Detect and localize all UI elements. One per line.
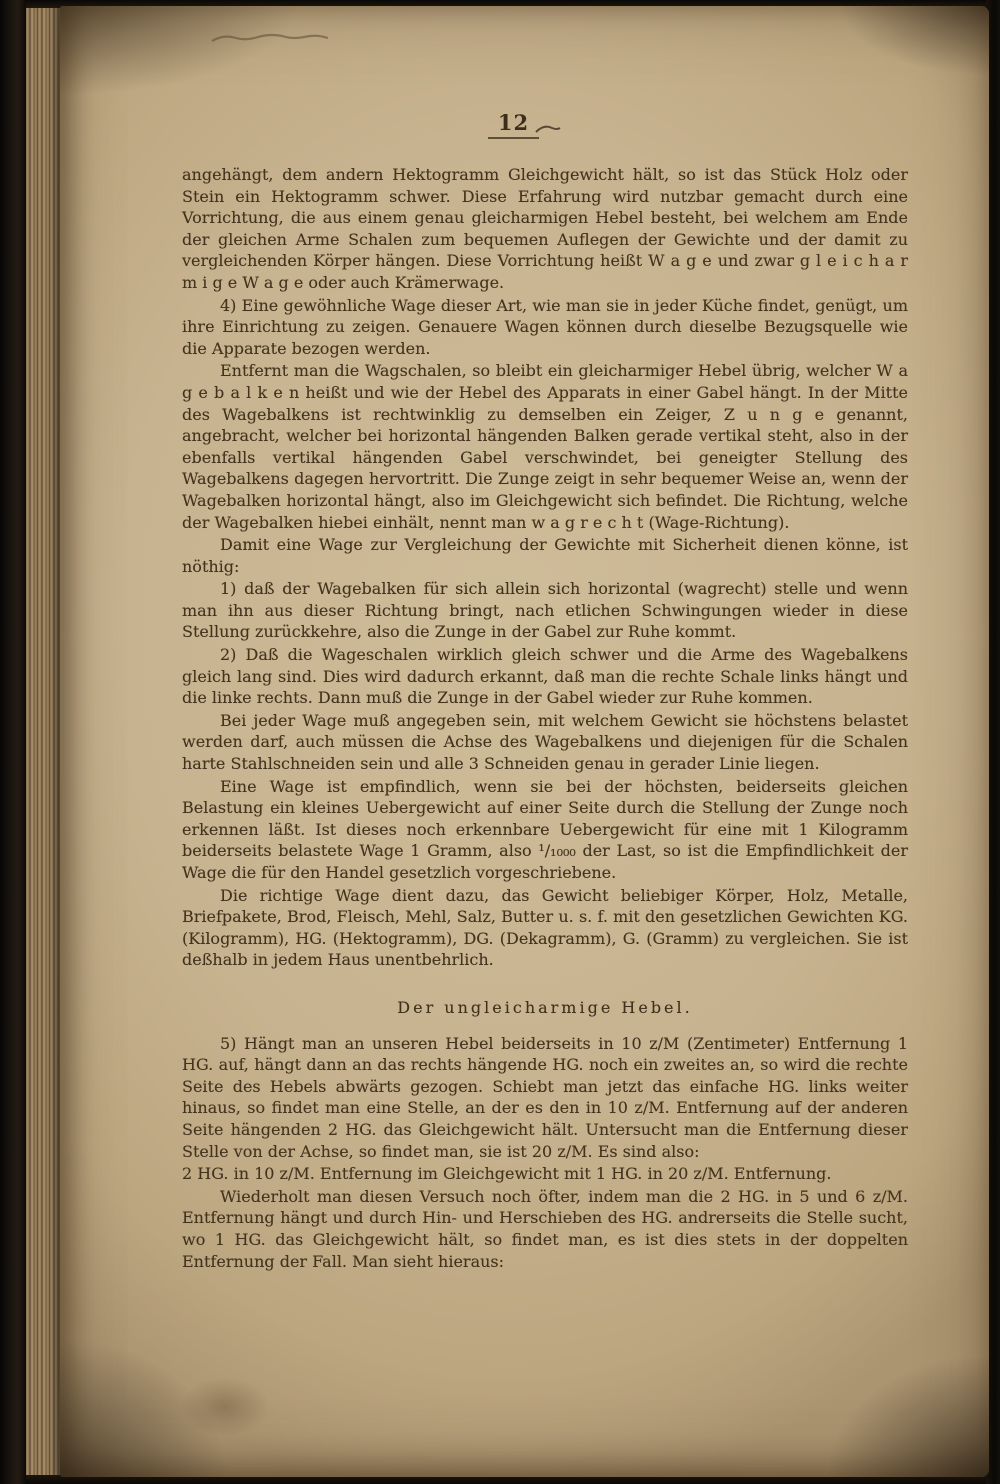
paragraph: Eine Wage ist empfindlich, wenn sie bei der höchsten, beiderseits gleichen Belastung ein kleines Uebergewicht auf einer Seite durch die Stellung der Zunge noch erkennen läßt. Ist dieses noch erkennbare Uebergewicht für eine mit 1 Kilogramm beiderseits belastete Wage 1 Gramm, also ¹/₁₀₀₀ der Last, so ist die Empfindlichkeit der Wage die für den Handel gesetzlich vorgeschriebene. [182,776,908,882]
page-text [182,164,908,1273]
paragraph: angehängt, dem andern Hektogramm Gleichgewicht hält, so ist das Stück Holz oder Stein ein Hektogramm schwer. Diese Erfahrung wird nutzbar gemacht durch eine Vorrichtung, die aus einem genau gleicharmigen Hebel besteht, bei welchem am Ende der gleichen Arme Schalen zum bequemen Auflegen der Gewichte und der damit zu vergleichenden Körper hängen. Diese Vorrichtung heißt W a g e und zwar g l e i c h a r m i g e W a g e oder auch Krämerwage. [182,165,908,292]
book-page [60,6,989,1477]
paragraph: 5) Hängt man an unseren Hebel beiderseits in 10 z/M (Zentimeter) Entfernung 1 HG. auf, hängt dann an das rechts hängende HG. noch ein zweites an, so wird die rechte Seite des Hebels abwärts gezogen. Schiebt man jetzt das einfache HG. links weiter hinaus, so findet man eine Stelle, an der es den in 10 z/M. Entfernung auf der anderen Seite hängenden 2 HG. das Gleichgewicht hält. Untersucht man die Entfernung dieser Stelle von der Achse, so findet man, sie ist 20 z/M. Es sind also: [182,1033,908,1161]
page-corner-shadow [839,6,989,76]
paragraph: 2 HG. in 10 z/M. Entfernung im Gleichgewicht mit 1 HG. in 20 z/M. Entfernung. [182,1164,832,1184]
page-edge-stack [26,0,62,1484]
pen-flourish-decoration [535,120,561,139]
book-binding [0,0,26,1484]
page-corner-shadow [829,1357,989,1477]
paragraph: 1) daß der Wagebalken für sich allein sich horizontal (wagrecht) stelle und wenn man ihn aus dieser Richtung bringt, nach etlichen Schwingungen wieder in diese Stellung zurückkehre, also die Zunge in der Gabel zur Ruhe kommt. [182,579,908,642]
page-header [60,110,989,139]
paragraph: 4) Eine gewöhnliche Wage dieser Art, wie man sie in jeder Küche findet, genügt, um ihre Einrichtung zu zeigen. Genauere Wagen können durch dieselbe Bezugsquelle wie die Apparate bezogen werden. [182,295,908,358]
ink-smudge-decoration [210,32,340,46]
section-heading: Der ungleicharmige Hebel. [397,997,693,1017]
paragraph: Entfernt man die Wagschalen, so bleibt ein gleicharmiger Hebel übrig, welcher W a g e b a l k e n heißt und wie der Hebel des Apparats in einer Gabel hängt. In der Mitte des Wagebalkens ist rechtwinklig zu demselben ein Zeiger, Z u n g e genannt, angebracht, welcher bei horizontal hängenden Balken gerade vertikal steht, also in der ebenfalls vertikal hängenden Gabel verschwindet, bei geneigter Stellung des Wagebalkens dagegen hervortritt. Die Zunge zeigt in sehr bequemer Weise an, wenn der Wagebalken horizontal hängt, also im Gleichgewicht sich befindet. Die Richtung, welche der Wagebalken hiebei einhält, nennt man w a g r e c h t (Wage-Richtung). [182,361,908,532]
paragraph: Die richtige Wage dient dazu, das Gewicht beliebiger Körper, Holz, Metalle, Briefpakete, Brod, Fleisch, Mehl, Salz, Butter u. s. f. mit den gesetzlichen Gewichten KG. (Kilogramm), HG. (Hektogramm), DG. (Dekagramm), G. (Gramm) zu vergleichen. Sie ist deßhalb in jedem Haus unentbehrlich. [182,885,908,970]
paragraph: Damit eine Wage zur Vergleichung der Gewichte mit Sicherheit dienen könne, ist nöthig: [182,535,908,576]
paragraph: Bei jeder Wage muß angegeben sein, mit welchem Gewicht sie höchstens belastet werden darf, auch müssen die Achse des Wagebalkens und diejenigen für die Schalen harte Stahlschneiden sein und alle 3 Schneiden genau in gerader Linie liegen. [182,710,908,774]
page-number: 12 [488,110,539,139]
paragraph: 2) Daß die Wageschalen wirklich gleich schwer und die Arme des Wagebalkens gleich lang sind. Dies wird dadurch erkannt, daß man die rechte Schale links hängt und die linke rechts. Dann muß die Zunge in der Gabel wieder zur Ruhe kommen. [182,645,908,708]
paragraph: Wiederholt man diesen Versuch noch öfter, indem man die 2 HG. in 5 und 6 z/M. Entfernung hängt und durch Hin- und Herschieben des HG. andrerseits die Stelle sucht, wo 1 HG. das Gleichgewicht hält, so findet man, es ist dies stets in der doppelten Entfernung der Fall. Man sieht hieraus: [182,1186,908,1271]
page-corner-shadow [60,6,300,96]
paper-stain [180,1377,270,1437]
